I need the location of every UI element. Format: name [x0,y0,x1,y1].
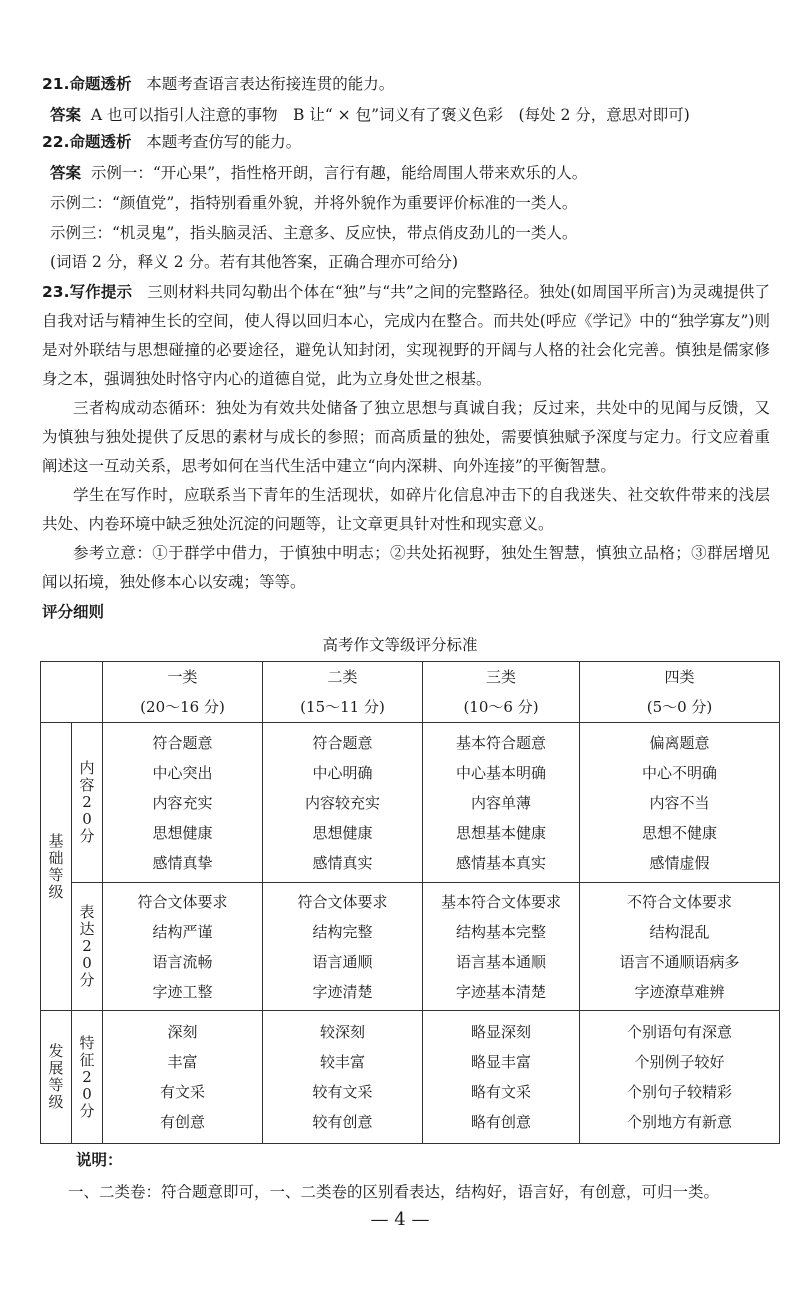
q22-head: 命题透析 [69,133,132,151]
q23-writing-hint [42,278,770,597]
criteria-item: 较有文采 [312,1083,373,1101]
q22-example-1-line [50,162,587,184]
q22-scoring-note: (词语 2 分，释义 2 分。若有其他答案，正确合理亦可给分) [50,253,459,271]
criteria-item: 语言流畅 [152,952,213,971]
criteria-cell [423,723,580,883]
criteria-item: 符合题意 [312,733,373,752]
criteria-cell [103,1011,263,1144]
criteria-item: 内容单薄 [470,793,531,812]
scoring-table [40,661,780,1144]
criteria-item: 个别语句有深意 [626,1023,732,1041]
criteria-item: 字迹潦草难辨 [634,982,725,1001]
criteria-item: 中心明确 [312,763,373,782]
grade-name: 一类 [167,668,198,686]
grade-range: (10～6 分) [463,698,539,716]
q21-answer-label: 答案 [50,106,82,124]
grade-range: (20～16 分) [140,698,225,716]
q22-answer-label: 答案 [50,164,82,182]
group-label-cell [41,723,72,1011]
group-label-cell [41,1011,72,1144]
grade-range: (15～11 分) [300,698,385,716]
criteria-cell [580,723,780,883]
header-blank-cell [41,662,103,723]
q22-line [42,131,301,153]
q22-text: 本题考查仿写的能力。 [146,133,302,151]
criteria-item: 丰富 [167,1053,198,1071]
criteria-item: 字迹清楚 [312,982,373,1001]
criteria-item: 思想不健康 [641,823,717,842]
group-label: 基础等级 [48,831,64,901]
criteria-item: 较深刻 [319,1023,365,1041]
criteria-item: 个别句子较精彩 [626,1083,732,1101]
criteria-cell [103,723,263,883]
criteria-item: 结构基本完整 [455,922,546,941]
criteria-item: 符合文体要求 [137,892,228,911]
row-label-cell [72,1011,103,1144]
criteria-item: 中心不明确 [641,763,717,782]
table-row [41,723,780,883]
criteria-item: 思想健康 [312,823,373,842]
grade-name: 三类 [485,668,516,686]
criteria-item: 语言基本通顺 [455,952,546,971]
grade-name: 四类 [664,668,695,686]
criteria-item: 偏离题意 [649,733,710,752]
grade-range: (5～0 分) [646,698,713,716]
row-label: 特征20分 [79,1033,95,1120]
criteria-item: 略有创意 [470,1113,531,1131]
q23-paragraph-2: 三者构成动态循环：独处为有效共处储备了独立思想与真诚自我；反过来，共处中的见闻与反馈，又为慎独与独处提供了反思的素材与成长的参照；而高质量的独处，需要慎独赋予深度与定力。行文应着重阐述这一互动关系，思考如何在当代生活中建立“向内深耕、向外连接”的平衡智慧。 [42,399,770,475]
q21-number: 21. [42,75,70,93]
criteria-item: 语言通顺 [312,952,373,971]
criteria-cell [263,883,423,1011]
criteria-item: 结构完整 [312,922,373,941]
criteria-item: 感情真实 [312,853,373,872]
q23-head: 写作提示 [69,283,133,301]
criteria-item: 结构严谨 [152,922,213,941]
criteria-item: 较丰富 [319,1053,365,1071]
criteria-cell [423,1011,580,1144]
q23-paragraph-4: 参考立意：①于群学中借力，于慎独中明志；②共处拓视野，独处生智慧，慎独立品格；③群居增见闻以拓境，独处修本心以安魂；等等。 [42,544,770,591]
grade-header-cell [423,662,580,723]
q22-example-1: 示例一：“开心果”，指性格开朗，言行有趣，能给周围人带来欢乐的人。 [90,164,588,182]
q22-example-2: 示例二：“颜值党”，指特别看重外貌，并将外貌作为重要评价标准的一类人。 [50,194,578,212]
group-label: 发展等级 [48,1042,64,1111]
row-label-cell [72,723,103,883]
criteria-cell [263,723,423,883]
q22-number: 22. [42,133,70,151]
criteria-item: 字迹工整 [152,982,213,1001]
table-header-row [41,662,780,723]
criteria-cell [263,1011,423,1144]
criteria-item: 感情真挚 [152,853,213,872]
criteria-item: 字迹基本清楚 [455,982,546,1001]
page-number: — 4 — [370,1209,430,1230]
criteria-item: 深刻 [167,1023,198,1041]
criteria-item: 感情基本真实 [455,853,546,872]
note-text: 一、二类卷：符合题意即可，一、二类卷的区别看表达，结构好，语言好，有创意，可归一类。 [68,1183,720,1201]
q23-number: 23. [42,283,70,301]
criteria-item: 中心突出 [152,763,213,782]
grade-header-cell [580,662,780,723]
criteria-item: 较有创意 [312,1113,373,1131]
q21-text: 本题考查语言表达衔接连贯的能力。 [146,75,395,93]
table-row [41,1011,780,1144]
criteria-item: 思想健康 [152,823,213,842]
criteria-item: 思想基本健康 [455,823,546,842]
grade-name: 二类 [327,668,358,686]
criteria-item: 有文采 [159,1083,205,1101]
criteria-item: 中心基本明确 [455,763,546,782]
q23-paragraph-3: 学生在写作时，应联系当下青年的生活现状，如碎片化信息冲击下的自我迷失、社交软件带来的浅层共处、内卷环境中缺乏独处沉淀的问题等，让文章更具针对性和现实意义。 [42,486,770,533]
criteria-cell [580,883,780,1011]
q23-paragraph-1-text: 三则材料共同勾勒出个体在“独”与“共”之间的完整路径。独处(如周国平所言)为灵魂提供了自我对话与精神生长的空间，使人得以回归本心，完成内在整合。而共处(呼应《学记》中的“独学寡友”)则是对外联结与思想碰撞的必要途径，避免认知封闭，实现视野的开阔与人格的社会化完善。慎独是儒家修身之本，强调独处时恪守内心的道德自觉，此为立身处世之根基。 [42,283,770,388]
q21-line [42,73,394,95]
criteria-item: 略显深刻 [470,1023,531,1041]
criteria-cell [580,1011,780,1144]
criteria-item: 感情虚假 [649,853,710,872]
row-label: 表达20分 [79,903,95,989]
grade-header-cell [103,662,263,723]
section-title-scoring: 评分细则 [42,603,105,621]
grade-header-cell [263,662,423,723]
criteria-item: 内容充实 [152,793,213,812]
criteria-item: 基本符合文体要求 [440,892,561,911]
criteria-item: 有创意 [159,1113,205,1131]
criteria-item: 略显丰富 [470,1053,531,1071]
criteria-item: 语言不通顺语病多 [619,952,740,971]
q21-head: 命题透析 [69,75,132,93]
q21-answer-line [50,104,690,126]
table-caption: 高考作文等级评分标准 [322,636,478,654]
row-label-cell [72,883,103,1011]
criteria-item: 基本符合题意 [455,733,546,752]
criteria-item: 略有文采 [470,1083,531,1101]
criteria-item: 符合题意 [152,733,213,752]
q23-paragraph-1 [42,278,770,394]
criteria-item: 个别地方有新意 [626,1113,732,1131]
criteria-cell [423,883,580,1011]
q22-example-3: 示例三：“机灵鬼”，指头脑灵活、主意多、反应快，带点俏皮劲儿的一类人。 [50,224,578,242]
note-label: 说明： [76,1151,123,1169]
table-row [41,883,780,1011]
criteria-item: 内容不当 [649,793,710,812]
criteria-item: 内容较充实 [304,793,380,812]
criteria-item: 符合文体要求 [297,892,388,911]
criteria-item: 结构混乱 [649,922,710,941]
criteria-item: 个别例子较好 [634,1053,725,1071]
q21-answer: A 也可以指引人注意的事物 B 让“ × 包”词义有了褒义色彩 (每处 2 分，意思对即可) [90,106,690,124]
row-label: 内容20分 [79,759,95,845]
criteria-item: 不符合文体要求 [626,892,732,911]
criteria-cell [103,883,263,1011]
